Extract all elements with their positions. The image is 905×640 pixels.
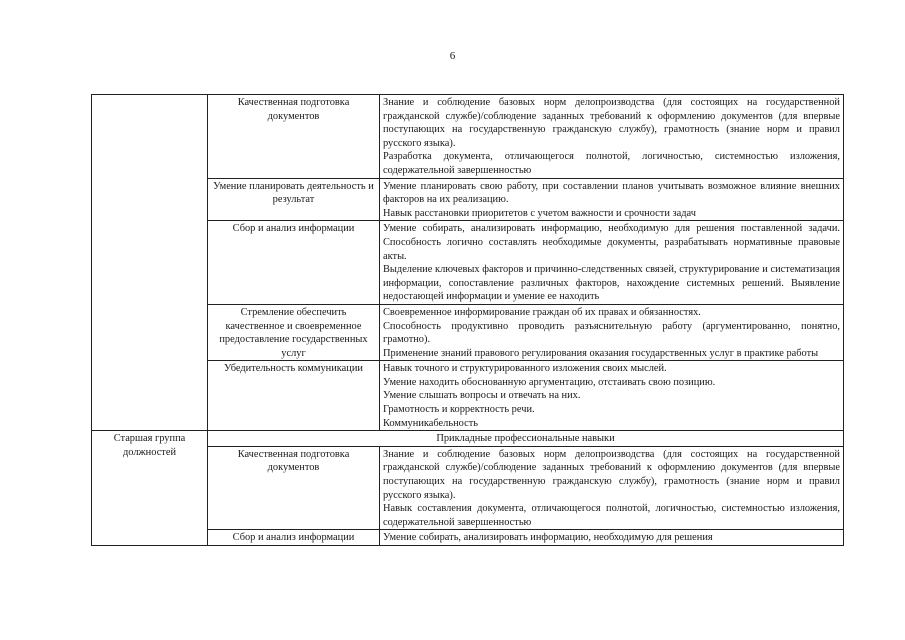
- description-paragraph: Знание и соблюдение базовых норм делопроизводства (для состоящих на государственной гражданской службе)/соблюдение заданных требований к оформлению документов (для впервые поступающих на государственную гражданскую службу), грамотность (знание норм и правил русского языка).: [383, 448, 840, 501]
- description-paragraph: Разработка документа, отличающегося полнотой, логичностью, системностью изложения, содержательной завершенностью: [383, 151, 840, 176]
- description-paragraph: Умение собирать, анализировать информацию, необходимую для решения поставленной задачи. Способность логично составлять необходимые документы, разрабатывать нормативные правовые акты.: [383, 223, 840, 262]
- description-paragraph: Своевременное информирование граждан об их правах и обязанностях.: [383, 306, 701, 318]
- description-paragraph: Умение слышать вопросы и отвечать на них.: [383, 390, 581, 402]
- group-cell-continued: [92, 95, 208, 431]
- competency-name: Убедительность коммуникации: [208, 361, 380, 431]
- competency-description: [380, 446, 844, 530]
- description-paragraph: Способность продуктивно проводить разъяснительную работу (аргументированно, понятно, грамотно).: [383, 320, 840, 346]
- description-paragraph: Навык составления документа, отличающегося полнотой, логичностью, системностью изложения, содержательной завершенностью: [383, 503, 840, 528]
- competency-name: Качественная подготовка документов: [208, 446, 380, 530]
- competency-description: [380, 95, 844, 179]
- competency-name: Умение планировать деятельность и результат: [208, 178, 380, 221]
- competency-description: [380, 221, 844, 305]
- competency-description: [380, 178, 844, 221]
- table-row: [92, 431, 844, 447]
- competency-name: Сбор и анализ информации: [208, 530, 380, 546]
- description-paragraph: Умение находить обоснованную аргументацию, отстаивать свою позицию.: [383, 376, 716, 388]
- description-paragraph: Навык точного и структурированного изложения своих мыслей.: [383, 363, 667, 375]
- description-paragraph: Применение знаний правового регулирования оказания государственных услуг в практике работы: [383, 347, 819, 359]
- group-name-cell: Старшая группа должностей: [92, 431, 208, 546]
- competency-name: Сбор и анализ информации: [208, 221, 380, 305]
- competency-description: [380, 530, 844, 546]
- competency-description: [380, 304, 844, 360]
- description-paragraph: Коммуникабельность: [383, 417, 478, 429]
- description-paragraph: Грамотность и корректность речи.: [383, 404, 535, 416]
- table-row: [92, 95, 844, 179]
- description-paragraph: Выделение ключевых факторов и причинно-следственных связей, структурирование и систематизация информации, сопоставление различных факторов, нахождение системных решений. Выявление недостающей информации и умение ее находить: [383, 264, 840, 303]
- competency-table: [91, 94, 844, 546]
- competency-name: Стремление обеспечить качественное и своевременное предоставление государственных услуг: [208, 304, 380, 360]
- description-paragraph: Навык расстановки приоритетов с учетом важности и срочности задач: [383, 207, 696, 219]
- description-paragraph: Знание и соблюдение базовых норм делопроизводства (для состоящих на государственной гражданской службе)/соблюдение заданных требований к оформлению документов (для впервые поступающих на государственную гражданскую службу), грамотность (знание норм и правил русского языка).: [383, 97, 840, 149]
- description-paragraph: Умение собирать, анализировать информацию, необходимую для решения: [383, 532, 713, 544]
- competency-description: [380, 361, 844, 431]
- page-number: 6: [449, 50, 456, 62]
- section-header: Прикладные профессиональные навыки: [208, 431, 844, 447]
- description-paragraph: Умение планировать свою работу, при составлении планов учитывать возможное влияние внешних факторов на их реализацию.: [383, 180, 840, 206]
- competency-name: Качественная подготовка документов: [208, 95, 380, 179]
